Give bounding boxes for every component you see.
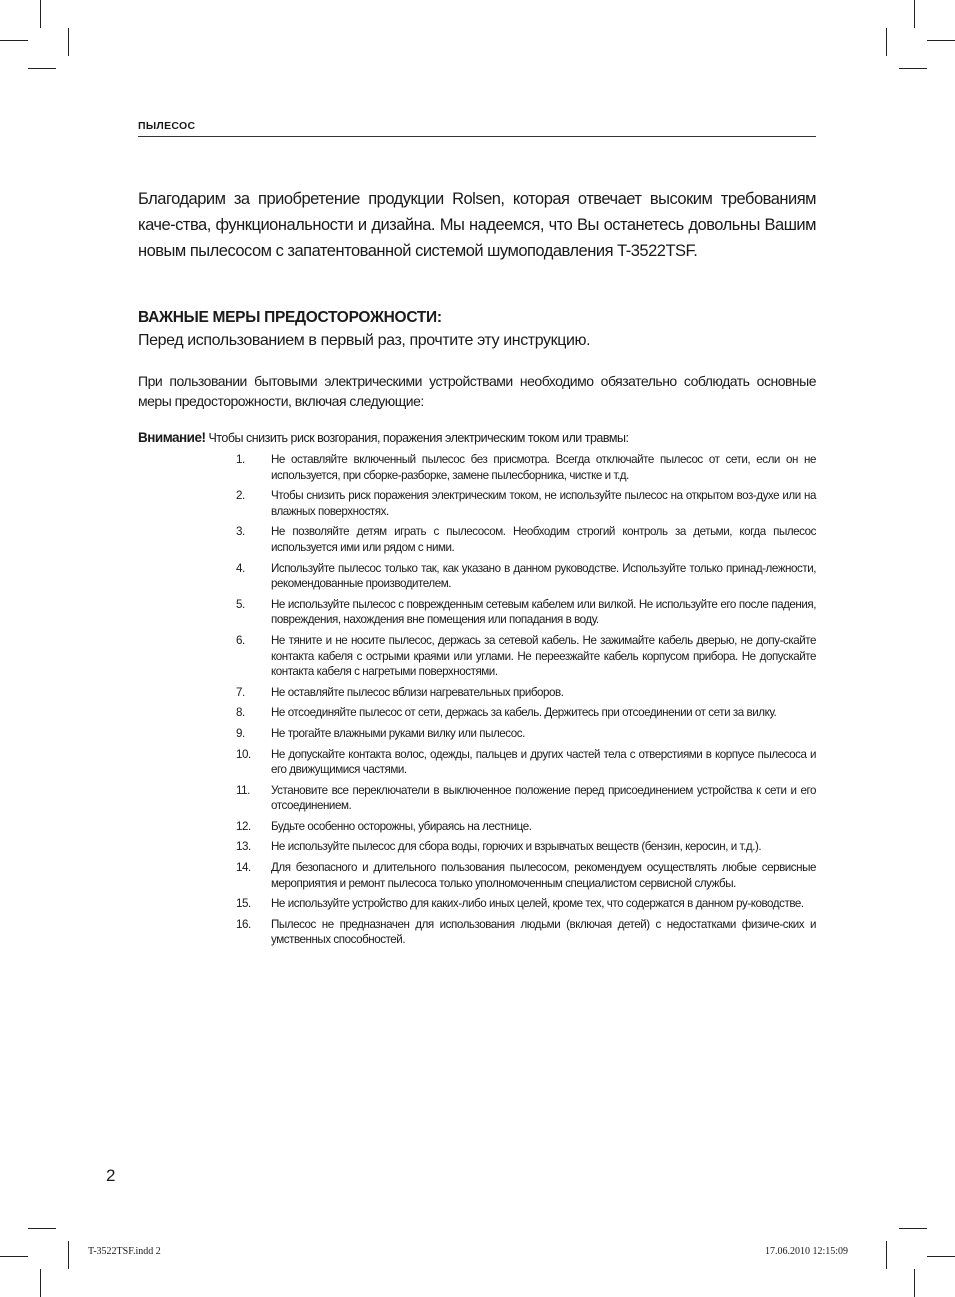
item-number: 14. <box>236 861 251 875</box>
list-item <box>236 917 816 948</box>
item-number: 9. <box>236 726 245 740</box>
list-item <box>236 860 816 891</box>
item-number: 2. <box>236 489 245 503</box>
item-text: Не отсоединяйте пылесос от сети, держась за кабель. Держитесь при отсоединении от сети за вилку. <box>271 706 777 720</box>
item-number: 12. <box>236 819 251 833</box>
item-text: Не используйте устройство для каких-либо иных целей, кроме тех, что содержатся в данном ру-ководстве. <box>271 897 804 911</box>
general-precautions: При пользовании бытовыми электрическими устройствами необходимо обязательно соблюдать основные меры предосторожности, включая следующие: <box>138 373 816 409</box>
crop-mark <box>28 1228 56 1229</box>
item-text: Не допускайте контакта волос, одежды, пальцев и других частей тела с отверстиями в корпусе пылесоса и его движущимися частями. <box>271 747 816 777</box>
warning-text: Чтобы снизить риск возгорания, поражения электрическим током или травмы: <box>208 431 629 445</box>
item-text: Не оставляйте пылесос вблизи нагревательных приборов. <box>271 685 564 699</box>
crop-mark <box>886 1241 887 1269</box>
intro-paragraph: Благодарим за приобретение продукции Rolsen, которая отвечает высоким требованиям каче-ства, функциональности и дизайна. Мы надеемся, что Вы останетесь довольны Вашим новым пылесосом с запатентованной системой шумоподавления T-3522TSF. <box>138 190 816 260</box>
warning-line <box>138 429 816 447</box>
list-item <box>236 452 816 483</box>
crop-mark <box>886 28 887 56</box>
crop-mark <box>0 1256 28 1257</box>
item-text: Будьте особенно осторожны, убираясь на лестнице. <box>271 819 532 833</box>
list-item <box>236 685 816 701</box>
crop-mark <box>914 1269 915 1297</box>
item-text: Чтобы снизить риск поражения электрическим током, не используйте пылесос на открытом воз-духе или на влажных поверхностях. <box>271 489 816 518</box>
item-number: 15. <box>236 897 251 911</box>
header-divider <box>138 136 816 137</box>
crop-mark <box>927 1256 955 1257</box>
item-text: Установите все переключатели в выключенное положение перед присоединением устройства к сети и его отсоединением. <box>271 783 816 813</box>
item-text: Не используйте пылесос для сбора воды, горючих и взрывчатых веществ (бензин, керосин, и т.д.). <box>271 840 762 854</box>
item-number: 3. <box>236 525 245 539</box>
item-text: Не используйте пылесос с поврежденным сетевым кабелем или вилкой. Не используйте его после падения, повреждения, нахождения вне помещения или попадания в воду. <box>271 597 816 627</box>
item-number: 10. <box>236 747 251 761</box>
list-item <box>236 726 816 742</box>
list-item <box>236 597 816 628</box>
crop-mark <box>68 1241 69 1269</box>
item-number: 1. <box>236 453 245 466</box>
item-number: 16. <box>236 917 251 931</box>
list-item <box>236 839 816 855</box>
list-item <box>236 705 816 721</box>
list-item <box>236 488 816 519</box>
crop-mark <box>40 0 41 28</box>
footer-timestamp: 17.06.2010 12:15:09 <box>765 1246 849 1257</box>
safety-heading: ВАЖНЫЕ МЕРЫ ПРЕДОСТОРОЖНОСТИ: <box>138 309 442 326</box>
crop-mark <box>914 0 915 28</box>
safety-list <box>236 452 816 953</box>
item-text: Не трогайте влажными руками вилку или пылесос. <box>271 726 525 740</box>
item-text: Не позволяйте детям играть с пылесосом. Необходим строгий контроль за детьми, когда пылесос используется ими или рядом с ними. <box>271 525 816 554</box>
crop-mark <box>899 1228 927 1229</box>
crop-mark <box>0 40 28 41</box>
crop-mark <box>899 68 927 69</box>
footer-file-info: T-3522TSF.indd 2 <box>88 1246 161 1257</box>
item-text: Не тяните и не носите пылесос, держась за сетевой кабель. Не зажимайте кабель дверью, не допу-скайте контакта кабеля с острыми краями или углами. Не переезжайте кабель корпусом прибора. Не допускайте контакта кабеля с нагретыми поверхностями. <box>271 633 816 679</box>
crop-mark <box>28 68 56 69</box>
running-header: ПЫЛЕСОС <box>138 120 196 132</box>
safety-subheading: Перед использованием в первый раз, прочтите эту инструкцию. <box>138 332 591 349</box>
item-text: Пылесос не предназначен для использования людьми (включая детей) с недостатками физиче-ских и умственных способностей. <box>271 917 816 947</box>
item-text: Для безопасного и длительного пользования пылесосом, рекомендуем осуществлять любые сервисные мероприятия и ремонт пылесоса только уполномоченным специалистом сервисной службы. <box>271 861 816 890</box>
item-number: 11. <box>236 783 250 797</box>
list-item <box>236 561 816 592</box>
item-text: Не оставляйте включенный пылесос без присмотра. Всегда отключайте пылесос от сети, если он не используется, при сборке-разборке, замене пылесборника, чистке и т.д. <box>271 453 816 482</box>
crop-mark <box>927 40 955 41</box>
warning-label: Внимание! <box>138 430 206 445</box>
list-item <box>236 524 816 555</box>
item-number: 4. <box>236 561 245 575</box>
list-item <box>236 633 816 680</box>
item-number: 7. <box>236 685 245 699</box>
crop-mark <box>40 1269 41 1297</box>
list-item <box>236 819 816 835</box>
item-number: 6. <box>236 633 245 647</box>
item-number: 5. <box>236 597 245 611</box>
list-item <box>236 896 816 912</box>
item-number: 13. <box>236 840 251 854</box>
list-item <box>236 747 816 778</box>
crop-mark <box>68 28 69 56</box>
item-number: 8. <box>236 706 245 720</box>
item-text: Используйте пылесос только так, как указано в данном руководстве. Используйте только принад-лежности, рекомендованные производителем. <box>271 561 816 591</box>
list-item <box>236 783 816 814</box>
page-number: 2 <box>106 1166 116 1185</box>
